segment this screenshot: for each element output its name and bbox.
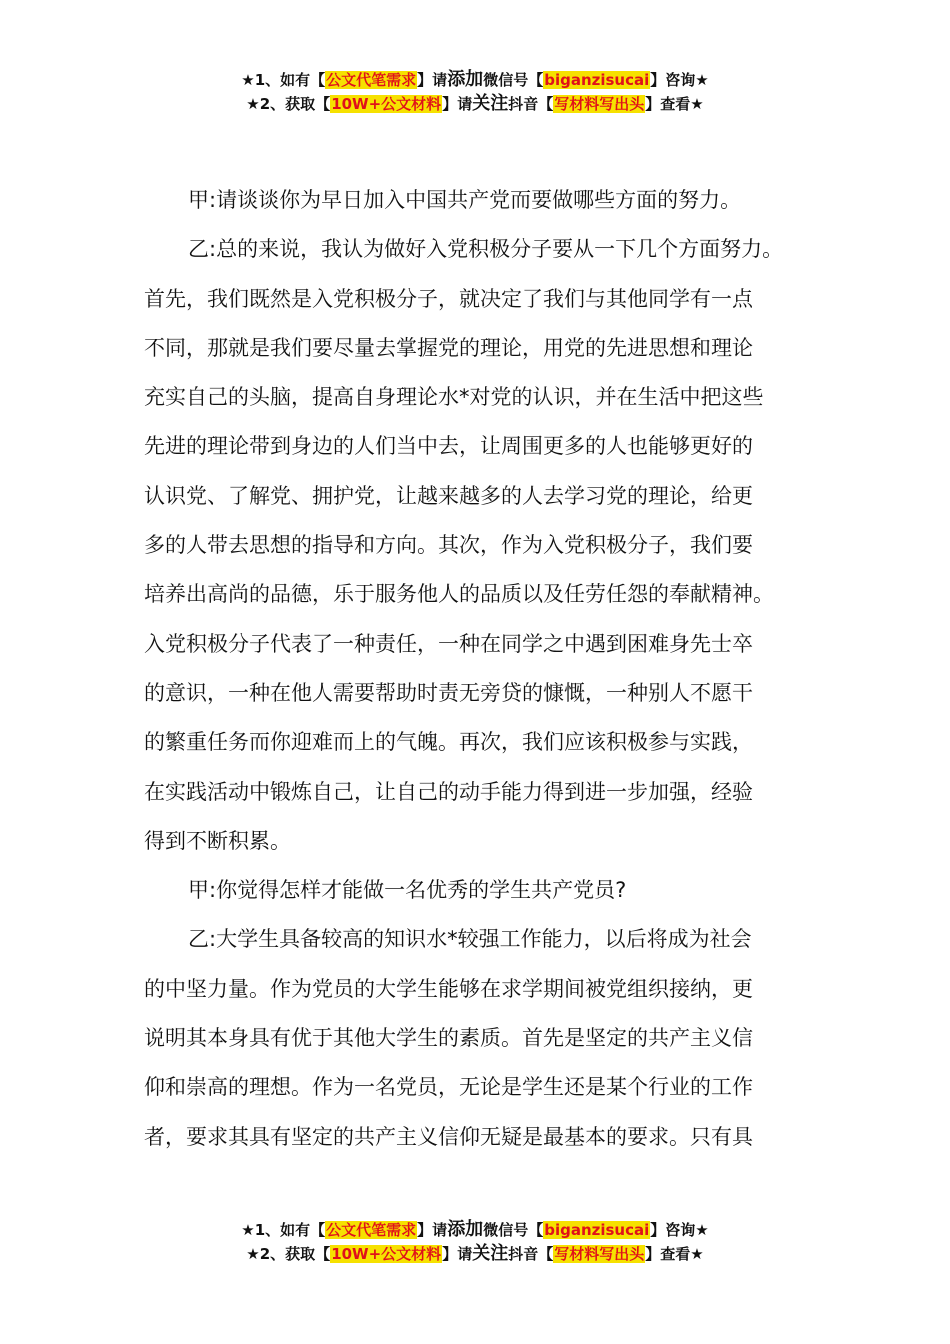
body-line: 仰和崇高的理想。作为一名党员，无论是学生还是某个行业的工作 (144, 1075, 753, 1100)
body-line: 认识党、了解党、拥护党，让越来越多的人去学习党的理论，给更 (144, 483, 753, 508)
footer-line-2-text-b: 抖音【 (508, 1245, 554, 1263)
body-line: 的意识，一种在他人需要帮助时责无旁贷的慷慨，一种别人不愿干 (144, 680, 753, 705)
body-line: 乙:大学生具备较高的知识水*较强工作能力，以后将成为社会 (188, 927, 752, 952)
body-line: 培养出高尚的品德，乐于服务他人的品质以及任劳任怨的奉献精神。 (144, 582, 774, 607)
footer-line-2 (0, 1242, 950, 1266)
header-line-1-prefix: ★1、如有【 (241, 71, 326, 89)
header-line-2-suffix: 】查看★ (645, 95, 704, 113)
header-line-1-text-b: 微信号【 (483, 71, 544, 89)
footer-line-2-follow: 关注 (472, 1243, 509, 1264)
footer-line-1-prefix: ★1、如有【 (241, 1221, 326, 1239)
body-line: 乙:总的来说，我认为做好入党积极分子要从一下几个方面努力。 (188, 237, 784, 262)
footer-highlight-douyin: 写材料写出头 (554, 1245, 645, 1263)
header-line-1 (0, 68, 950, 92)
body-line: 多的人带去思想的指导和方向。其次，作为入党积极分子，我们要 (144, 533, 753, 558)
body-line: 先进的理论带到身边的人们当中去，让周围更多的人也能够更好的 (144, 434, 753, 459)
header-line-1-text-a: 】请 (417, 71, 448, 89)
body-line: 得到不断积累。 (144, 828, 291, 853)
footer-line-1 (0, 1218, 950, 1242)
highlight-wechat-id: biganzisucai (544, 71, 650, 89)
document-body (144, 176, 814, 1162)
body-line: 的繁重任务而你迎难而上的气魄。再次，我们应该积极参与实践， (144, 730, 753, 755)
footer-line-1-add: 添加 (447, 1219, 484, 1240)
header-banner (0, 68, 950, 116)
footer-banner (0, 1218, 950, 1266)
body-line: 的中坚力量。作为党员的大学生能够在求学期间被党组织接纳，更 (144, 976, 753, 1001)
body-line: 首先，我们既然是入党积极分子，就决定了我们与其他同学有一点 (144, 286, 753, 311)
body-line: 在实践活动中锻炼自己，让自己的动手能力得到进一步加强，经验 (144, 779, 753, 804)
highlight-materials: 10W+公文材料 (331, 95, 442, 113)
body-line: 不同，那就是我们要尽量去掌握党的理论，用党的先进思想和理论 (144, 335, 753, 360)
header-line-2-follow: 关注 (472, 93, 509, 114)
footer-line-1-text-b: 微信号【 (483, 1221, 544, 1239)
body-line: 说明其本身具有优于其他大学生的素质。首先是坚定的共产主义信 (144, 1026, 753, 1051)
header-line-2 (0, 92, 950, 116)
body-line: 充实自己的头脑，提高自身理论水*对党的认识，并在生活中把这些 (144, 385, 764, 410)
footer-highlight-materials: 10W+公文材料 (331, 1245, 442, 1263)
footer-line-2-text-a: 】请 (442, 1245, 473, 1263)
header-line-2-text-b: 抖音【 (508, 95, 554, 113)
header-line-2-text-a: 】请 (442, 95, 473, 113)
footer-line-1-text-a: 】请 (417, 1221, 448, 1239)
footer-line-1-suffix: 】咨询★ (650, 1221, 709, 1239)
body-line: 甲:你觉得怎样才能做一名优秀的学生共产党员? (188, 878, 627, 903)
footer-line-2-prefix: ★2、获取【 (246, 1245, 331, 1263)
header-line-1-add: 添加 (447, 69, 484, 90)
highlight-ghostwriting: 公文代笔需求 (326, 71, 417, 89)
header-line-2-prefix: ★2、获取【 (246, 95, 331, 113)
body-line: 入党积极分子代表了一种责任，一种在同学之中遇到困难身先士卒 (144, 631, 753, 656)
footer-highlight-ghostwriting: 公文代笔需求 (326, 1221, 417, 1239)
body-line: 甲:请谈谈你为早日加入中国共产党而要做哪些方面的努力。 (188, 188, 742, 212)
footer-highlight-wechat-id: biganzisucai (544, 1221, 650, 1239)
highlight-douyin: 写材料写出头 (554, 95, 645, 113)
header-line-1-suffix: 】咨询★ (650, 71, 709, 89)
footer-line-2-suffix: 】查看★ (645, 1245, 704, 1263)
body-line: 者，要求其具有坚定的共产主义信仰无疑是最基本的要求。只有具 (144, 1124, 753, 1149)
